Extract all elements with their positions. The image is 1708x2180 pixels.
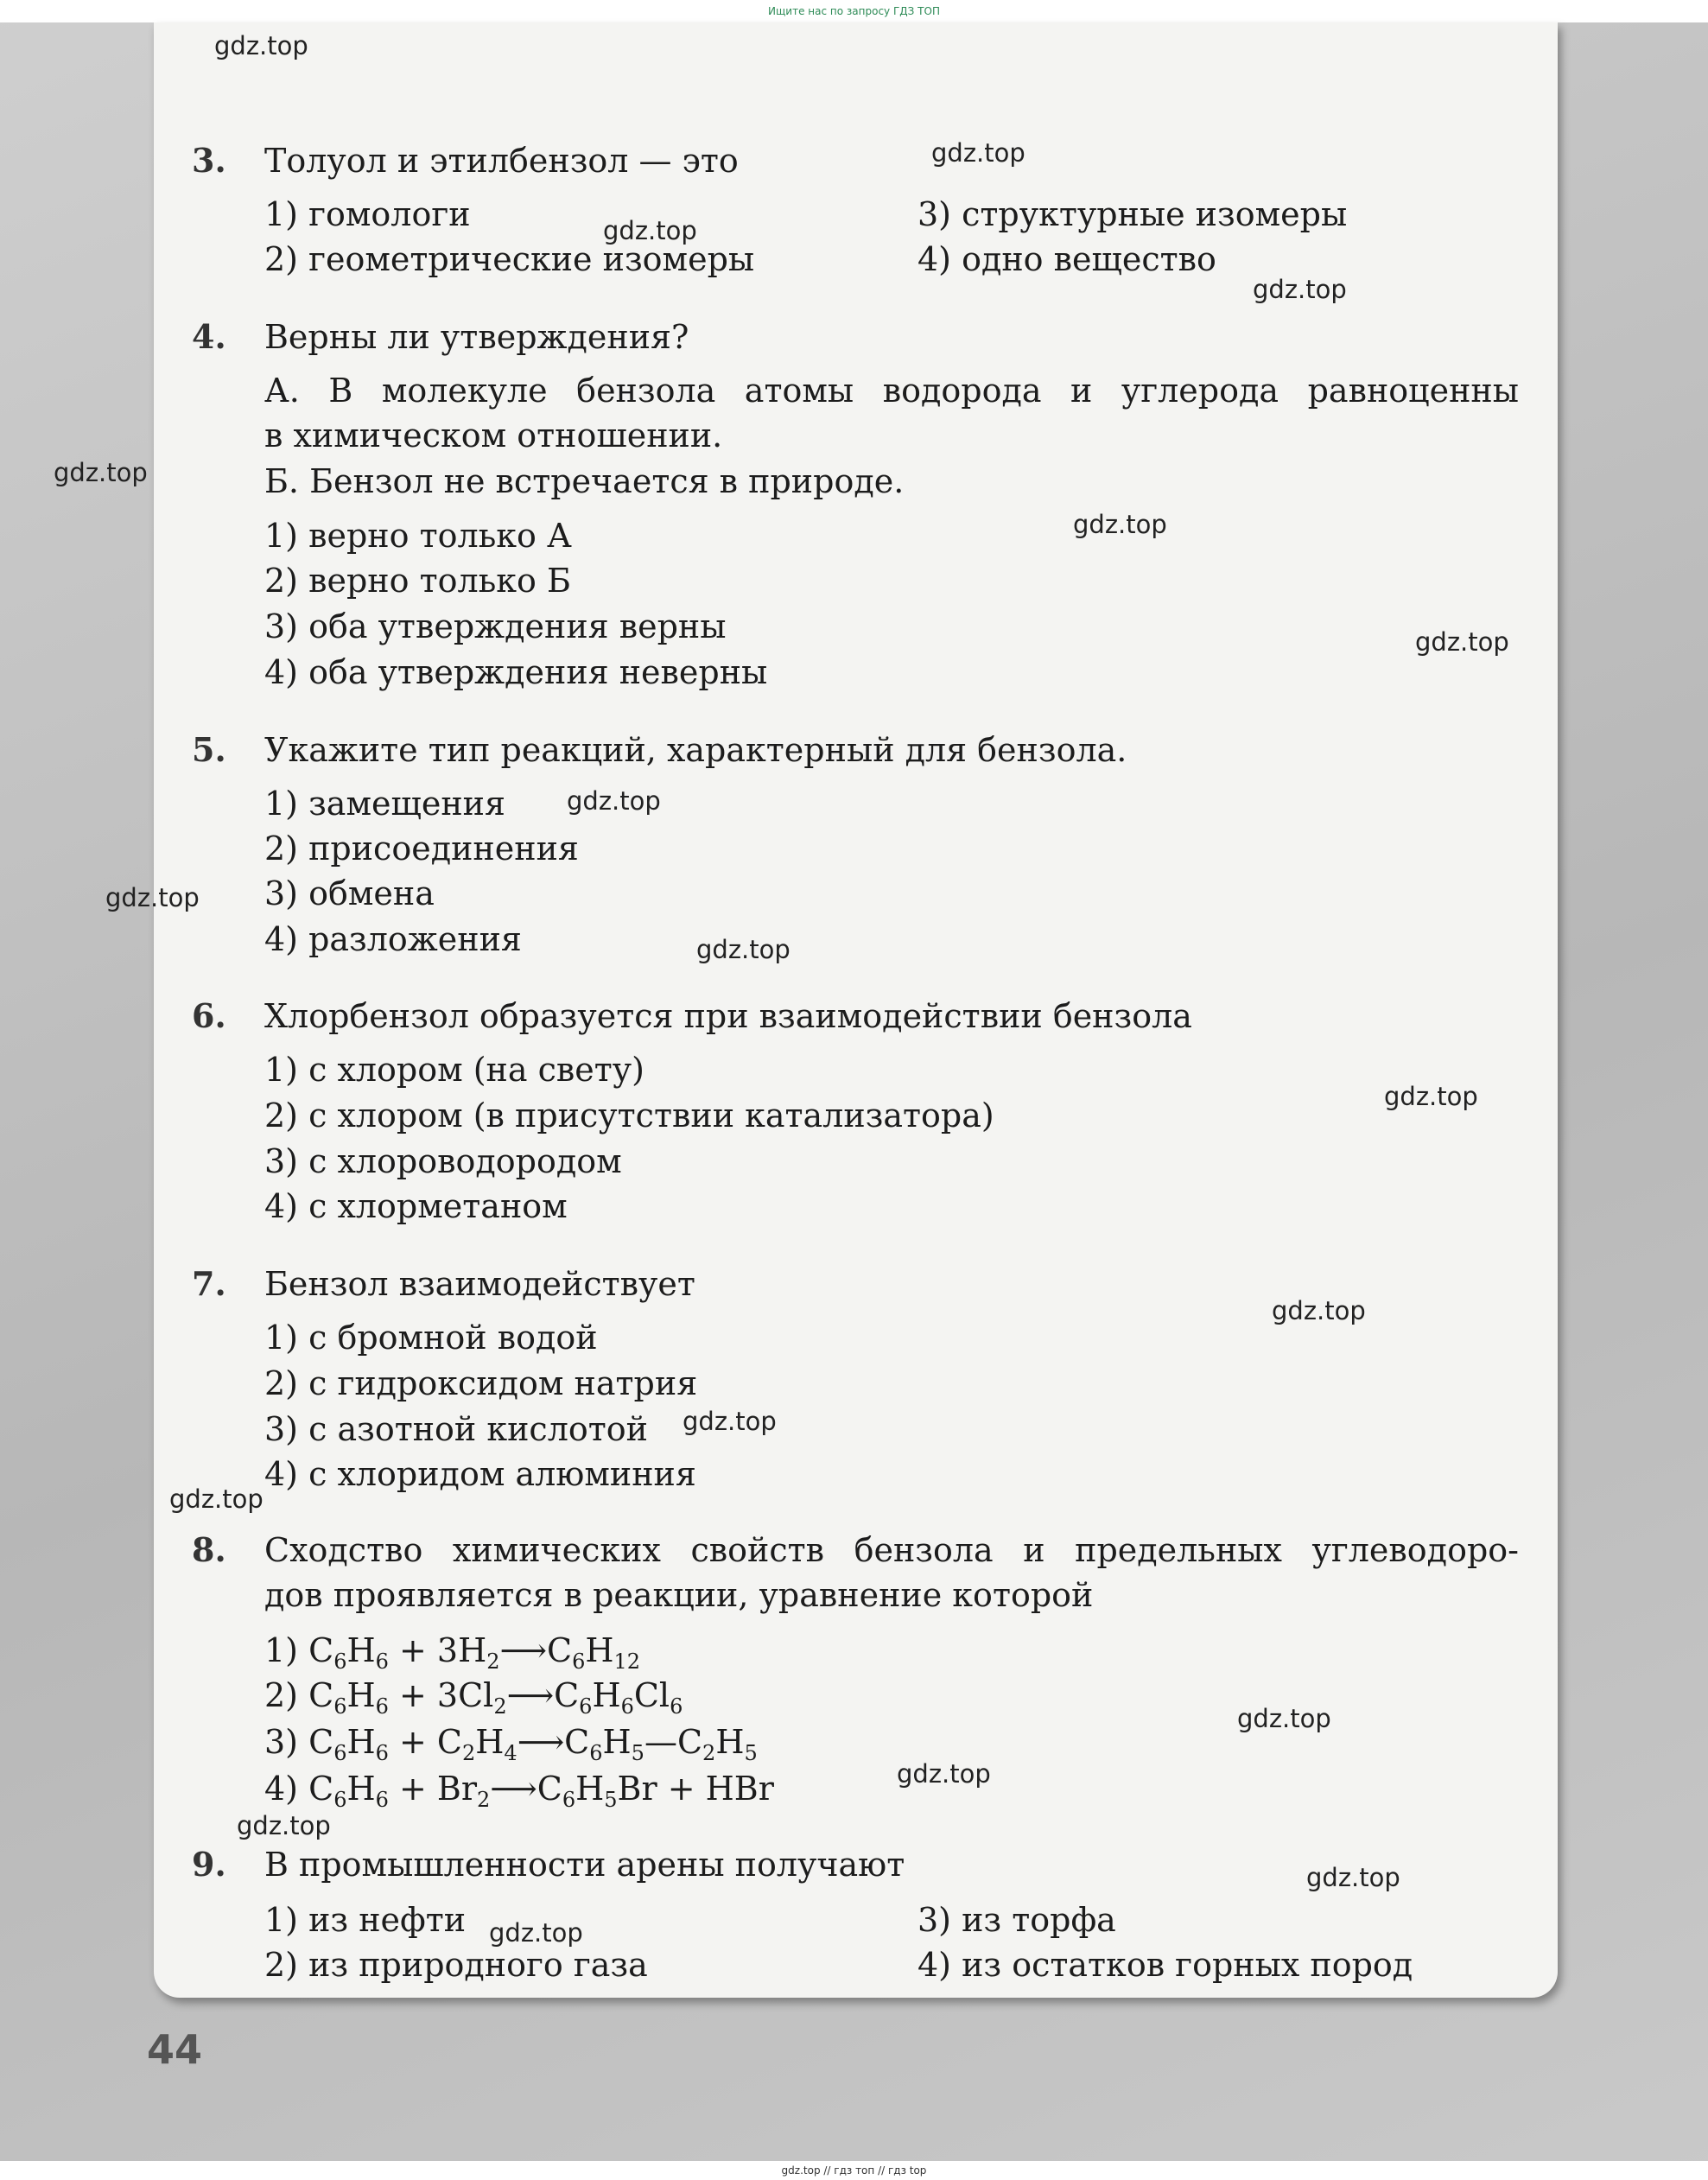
question-number: 9. [192, 1845, 226, 1884]
watermark: gdz.top [1306, 1863, 1400, 1892]
watermark: gdz.top [696, 935, 791, 964]
option: 2) геометрические изомеры [264, 240, 755, 278]
watermark: gdz.top [489, 1918, 583, 1948]
option: 2) с хлором (в присутствии катализатора) [264, 1096, 994, 1134]
option: 1) с хлором (на свету) [264, 1051, 644, 1089]
option: 4) оба утверждения неверны [264, 653, 768, 691]
question-number: 4. [192, 317, 226, 356]
watermark: gdz.top [683, 1407, 777, 1436]
question-text: Бензол взаимодействует [264, 1265, 695, 1303]
equation-4: 4) $C_6H_6$ + $Br_2⟶C_6H_5Br$ + HBr [264, 1770, 774, 1812]
watermark: gdz.top [105, 883, 200, 912]
option: 3) структурные изомеры [917, 195, 1348, 233]
option: 3) из торфа [917, 1901, 1116, 1939]
question-number: 8. [192, 1530, 226, 1569]
option: 1) с бромной водой [264, 1319, 598, 1357]
watermark: gdz.top [214, 31, 308, 60]
option: 1) замещения [264, 785, 505, 823]
option: 4) одно вещество [917, 240, 1216, 278]
watermark: gdz.top [1073, 510, 1167, 539]
top-banner: Ищите нас по запросу ГДЗ ТОП [0, 0, 1708, 22]
watermark: gdz.top [54, 458, 148, 487]
question-text: Хлорбензол образуется при взаимодействии бензола [264, 997, 1192, 1035]
watermark: gdz.top [1272, 1296, 1366, 1325]
question-text: Сходство химических свойств бензола и предельных углеводоро- [264, 1531, 1519, 1569]
option: 2) с гидроксидом натрия [264, 1364, 698, 1402]
watermark: gdz.top [603, 216, 697, 245]
watermark: gdz.top [1415, 627, 1509, 657]
option: 4) с хлорметаном [264, 1187, 568, 1225]
watermark: gdz.top [1237, 1704, 1331, 1733]
page-number: 44 [147, 2026, 203, 2073]
bottom-banner: gdz.top // гдз топ // гдз top [0, 2161, 1708, 2180]
question-text: Укажите тип реакций, характерный для бензола. [264, 731, 1127, 769]
question-number: 5. [192, 730, 226, 769]
watermark: gdz.top [931, 138, 1025, 168]
option: 1) верно только А [264, 517, 572, 555]
watermark: gdz.top [169, 1484, 264, 1514]
option: 4) из остатков горных пород [917, 1946, 1413, 1984]
option: 2) верно только Б [264, 562, 571, 600]
option: 3) с азотной кислотой [264, 1410, 648, 1448]
option: 1) гомологи [264, 195, 471, 233]
watermark: gdz.top [567, 786, 661, 816]
question-number: 6. [192, 996, 226, 1035]
statement: А. В молекуле бензола атомы водорода и углерода равноценны [264, 372, 1519, 410]
question-text: Верны ли утверждения? [264, 318, 689, 356]
question-number: 7. [192, 1264, 226, 1303]
watermark: gdz.top [237, 1811, 331, 1840]
question-text-continued: дов проявляется в реакции, уравнение которой [264, 1576, 1094, 1614]
watermark: gdz.top [1253, 275, 1347, 304]
option: 4) с хлоридом алюминия [264, 1455, 696, 1493]
question-text: Толуол и этилбензол — это [264, 142, 739, 180]
equation-3: 3) $C_6H_6$ + $C_2H_4⟶C_6H_5—C_2H_5$ [264, 1723, 758, 1765]
watermark: gdz.top [897, 1759, 991, 1789]
statement: Б. Бензол не встречается в природе. [264, 462, 905, 500]
watermark: gdz.top [1384, 1082, 1478, 1111]
question-text: В промышленности арены получают [264, 1846, 905, 1884]
equation-2: 2) $C_6H_6$ + $3Cl_2⟶C_6H_6Cl_6$ [264, 1676, 683, 1719]
option: 3) обмена [264, 874, 435, 912]
option: 2) присоединения [264, 829, 579, 868]
equation-1: 1) $C_6H_6$ + $3H_2⟶C_6H_{12}$ [264, 1631, 641, 1674]
question-number: 3. [192, 141, 226, 180]
option: 2) из природного газа [264, 1946, 648, 1984]
option: 3) оба утверждения верны [264, 607, 727, 645]
option: 1) из нефти [264, 1901, 467, 1939]
statement: в химическом отношении. [264, 416, 723, 454]
option: 4) разложения [264, 920, 522, 958]
option: 3) с хлороводородом [264, 1142, 622, 1180]
